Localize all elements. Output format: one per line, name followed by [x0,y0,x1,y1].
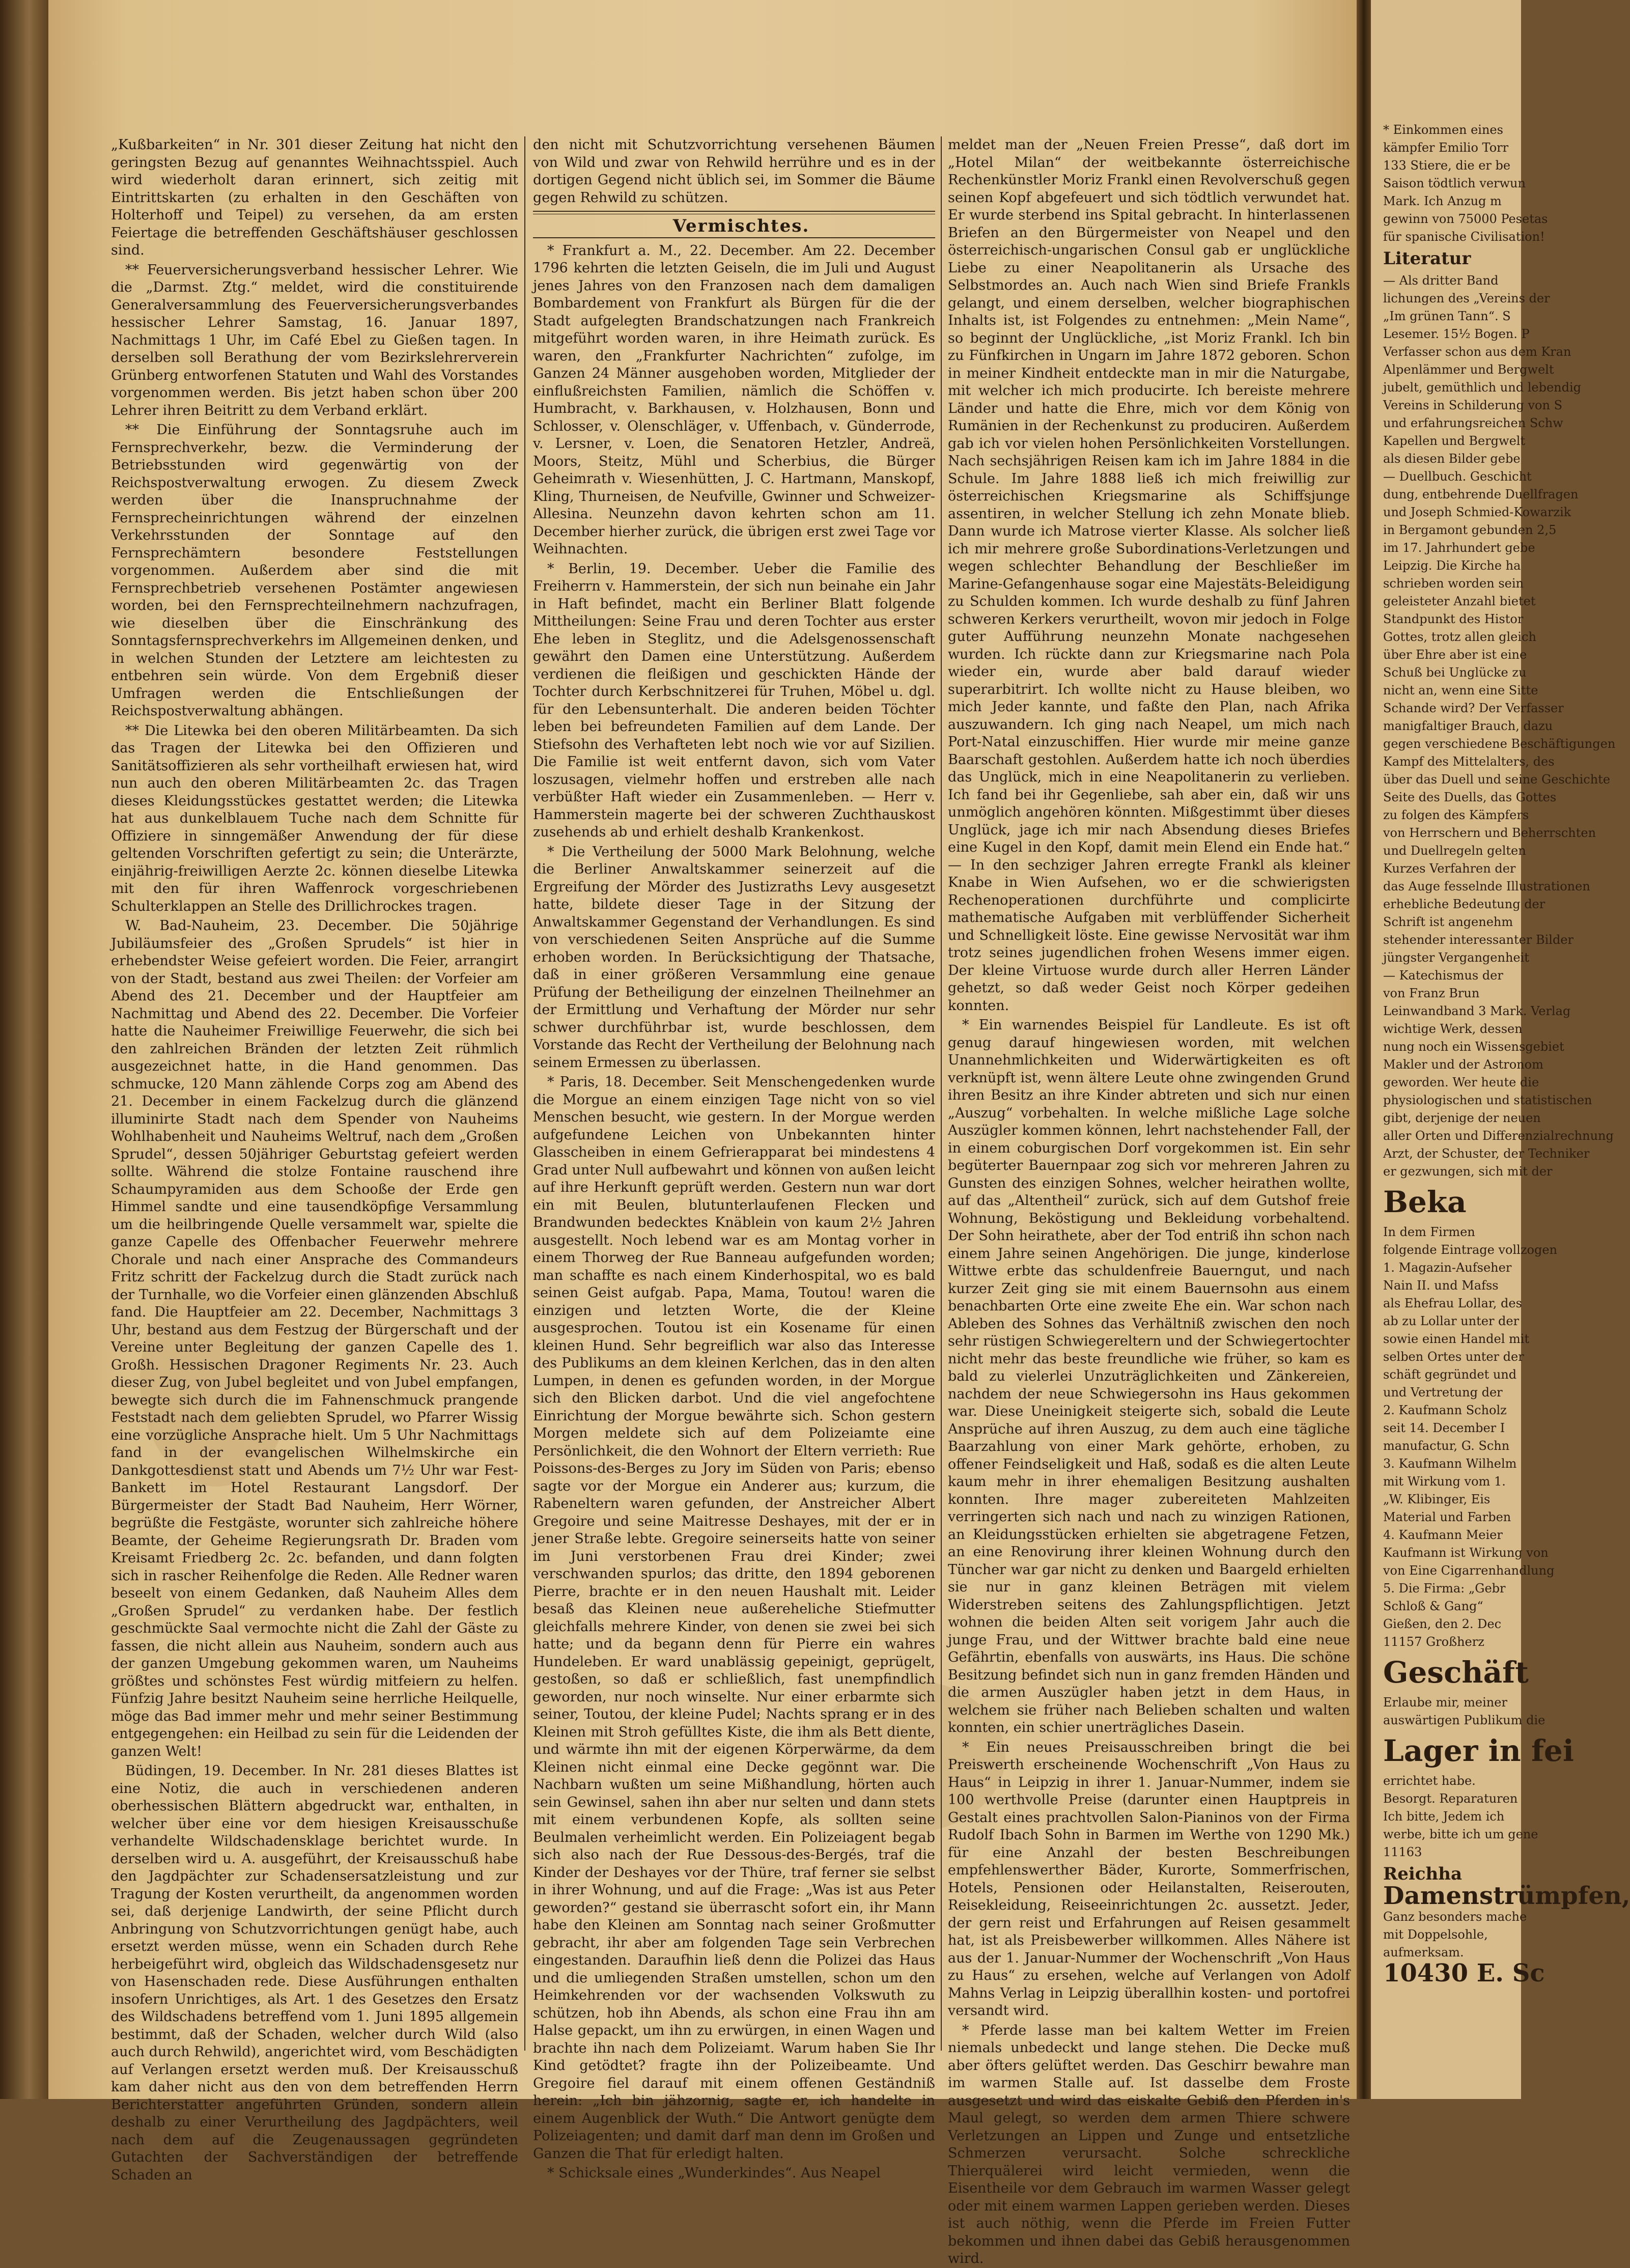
next-page-line: gegen verschiedene Beschäftigungen [1383,737,1616,751]
next-page-line: werbe, bitte ich um gene [1383,1827,1538,1841]
next-page-line: Ich bitte, Jedem ich [1383,1809,1505,1824]
next-page-line: 11163 [1383,1845,1422,1859]
page-gutter [1357,0,1371,2099]
next-page-line: Leinwandband 3 Mark. Verlag [1383,1004,1571,1018]
next-page-line: jubelt, gemüthlich und lebendig [1383,380,1582,395]
next-page-line: Kapellen und Bergwelt [1383,434,1526,448]
next-page-line: und Vertretung der [1383,1385,1503,1399]
section-heading: Vermischtes. [672,216,810,236]
next-page-line: in Bergamont gebunden 2,5 [1383,523,1557,537]
next-page-line: 11157 Großherz [1383,1635,1484,1649]
article-paragraph: * Die Vertheilung der 5000 Mark Belohnung, welche die Berliner Anwaltskammer seinerzeit auf die Ergreifung der Mörder des Justizraths Levy ausgesetzt hatte, bildete dieser Tage in der Sitzung der Anwaltskammer Gegenstand der Verhandlungen. Es sind von verschiedenen Seiten Ansprüche auf die Summe erhoben worden. In Berücksichtigung der Thatsache, daß in einer größeren Versammlung eine genaue Prüfung der Betheiligung der einzelnen Theilnehmer an der Ermittlung und Verhaftung der Mörder nur sehr schwer durchführbar ist, wurde beschlossen, dem Vorstande das Recht der Vertheilung der Belohnung nach seinem Ermessen zu überlassen. [533,844,935,1071]
next-page-line: Gottes, trotz allen gleich [1383,630,1536,644]
next-page-line: manigfaltiger Brauch, dazu [1383,719,1553,733]
article-paragraph: * Berlin, 19. December. Ueber die Familie des Freiherrn v. Hammerstein, der sich nun beinahe ein Jahr in Haft befindet, macht ein Berliner Blatt folgende Mittheilungen: Seine Frau und deren Tochter aus erster Ehe leben in Steglitz, und die Adelsgenossenschaft gewährt den Damen eine Unterstützung. Außerdem verdienen die fleißigen und geschickten Hände der Tochter durch Kerbschnitzerei für Truhen, Möbel u. dgl. für den Lebensunterhalt. Die anderen beiden Töchter leben bei befreundeten Familien auf dem Lande. Der Stiefsohn des Verhafteten lebt noch wie vor auf Sizilien. Die Familie ist weit entfernt davon, sich vom Vater loszusagen, vielmehr hoffen und erstreben alle nach verbüßter Haft wieder ein Zusammenleben. — Herr v. Hammerstein magerte bei der schweren Zuchthauskost zusehends ab und erhielt deshalb Krankenkost. [533,561,935,840]
article-paragraph: W. Bad-Nauheim, 23. December. Die 50jährige Jubiläumsfeier des „Großen Sprudels“ ist hier in erhebendster Weise gefeiert worden. Die Feier, arrangirt von der Stadt, bestand aus zwei Theilen: der Vorfeier am Abend des 21. December und der Hauptfeier am Nachmittag und Abend des 22. December. Die Vorfeier hatte die Nauheimer Freiwillige Feuerwehr, die sich bei den zahlreichen Bränden der letzten Zeit rühmlich ausgezeichnet hatte, in die Hand genommen. Das schmucke, 120 Mann zählende Corps zog am Abend des 21. December in einem Fackelzug durch die glänzend illuminirte Stadt nach dem Spender von Nauheims Wohlhabenheit und Nauheims Weltruf, nach dem „Großen Sprudel“, dessen 50jähriger Geburtstag gefeiert werden sollte. Während die stolze Fontaine rauschend ihre Schaumpyramiden aus dem Schooße der Erde gen Himmel sandte und eine tausendköpfige Versammlung um die heilbringende Quelle versammelt war, spielte die ganze Capelle des Offenbacher Feuerwehr mehrere Chorale und nach einer Ansprache des Commandeurs Fritz schritt der Fackelzug durch die Stadt zurück nach der Turnhalle, wo die Vorfeier einen glänzenden Abschluß fand. Die Hauptfeier am 22. December, Nachmittags 3 Uhr, bestand aus dem Festzug der Bürgerschaft und der Vereine unter Begleitung der ganzen Capelle des 1. Großh. Hessischen Dragoner Regiments Nr. 23. Auch dieser Zug, von Jubel begleitet und von Jubel empfangen, bewegte sich durch die im Fahnenschmuck prangende Feststadt nach dem geliebten Sprudel, wo Pfarrer Wissig eine vorzügliche Ansprache hielt. Um 5 Uhr Nachmittags fand in der evangelischen Wilhelmskirche ein Dankgottesdienst statt und Abends um 7½ Uhr war Fest-Bankett im Hotel Restaurant Langsdorf. Der Bürgermeister der Stadt Bad Nauheim, Herr Wörner, begrüßte die Festgäste, worunter sich zahlreiche höhere Beamte, der Geheime Regierungsrath Dr. Braden vom Kreisamt Friedberg 2c. 2c. befanden, und dann folgten sich in rascher Reihenfolge die Reden. Alle Redner waren beseelt von einem Gedanken, daß Nauheim Alles dem „Großen Sprudel“ zu verdanken habe. Der festlich geschmückte Saal vermochte nicht die Zahl der Gäste zu fassen, die nicht allein aus Nauheim, sondern auch aus der ganzen Umgebung gekommen waren, um Nauheims größtes und schönstes Fest würdig mitfeiern zu helfen. Fünfzig Jahre besitzt Nauheim seine herrliche Heilquelle, möge das Bad immer mehr und mehr seiner Bestimmung entgegengehen: ein Heilbad zu sein für die Leidenden der ganzen Welt! [111,918,518,1759]
next-page-line: Seite des Duells, das Gottes [1383,790,1557,804]
next-page-line: für spanische Civilisation! [1383,230,1545,244]
next-page-line: — Katechismus der [1383,968,1503,983]
next-page-line: aller Orten und Differenzialrechnung [1383,1129,1614,1143]
next-page-line: 1. Magazin-Aufseher [1383,1261,1512,1275]
next-page-line: 10430 E. Sc [1383,1959,1545,1987]
next-page-line: schäft gegründet und [1383,1367,1517,1382]
next-page-line: Arzt, der Schuster, der Techniker [1383,1146,1590,1161]
next-page-line: Geschäft [1383,1655,1529,1690]
next-page-line: seit 14. December I [1383,1421,1505,1435]
next-page-line: über das Duell und seine Geschichte [1383,772,1611,787]
next-page-line: schrieben worden sein [1383,576,1524,591]
next-page-line: erhebliche Bedeutung der [1383,897,1545,911]
next-page-line: Schande wird? Der Verfasser [1383,701,1564,715]
next-page-line: physiologischen und statistischen [1383,1093,1592,1107]
next-page-line: 3. Kaufmann Wilhelm [1383,1457,1517,1471]
next-page-line: * Einkommen eines [1383,123,1503,137]
next-page-text [1383,122,1630,1987]
next-page-line: auswärtigen Publikum die [1383,1713,1545,1727]
column-3 [948,136,1350,2266]
column-2-intro: den nicht mit Schutzvorrichtung versehenen Bäumen von Wild und zwar von Rehwild herrühre und es in der dortigen Gegend nicht üblich sei, im Sommer die Bäume gegen Rehwild zu schützen. [533,137,935,206]
article-paragraph: * Schicksale eines „Wunderkindes“. Aus Neapel [547,2165,881,2181]
next-page-line: Vereins in Schilderung von S [1383,398,1563,412]
next-page-line: jüngster Vergangenheit [1383,950,1529,965]
article-paragraph: meldet man der „Neuen Freien Presse“, daß dort im „Hotel Milan“ der weitbekannte österreichische Rechenkünstler Moriz Frankl einen Revolverschuß gegen seinen Kopf abgefeuert und sich tödtlich verwundet hat. Er wurde sterbend ins Spital gebracht. In hinterlassenen Briefen an den Bürgermeister von Neapel und den österreichisch-ungarischen Consul gab er unglückliche Liebe zu einer Neapolitanerin als Ursache des Selbstmordes an. Auch nach Wien sind Briefe Frankls gelangt, und einem derselben, welcher biographischen Inhalts ist, ist Folgendes zu entnehmen: „Mein Name“, so beginnt der Unglückliche, „ist Moriz Frankl. Ich bin zu Fünfkirchen in Ungarn im Jahre 1872 geboren. Schon in meiner Kindheit entdeckte man in mir die Naturgabe, mit welcher ich mich producirte. Ich bereiste mehrere Länder und hatte die Ehre, mich vor dem König von Rumänien in der Rechenkunst zu produciren. Außerdem gab ich vor vielen hohen Persönlichkeiten Vorstellungen. Nach sechsjährigen Reisen kam ich im Jahre 1884 in die Schule. Im Jahre 1888 ließ ich mich freiwillig zur österreichischen Kriegsmarine als Schiffsjunge assentiren, in welcher Stellung ich zehn Monate blieb. Dann wurde ich Matrose vierter Klasse. Als solcher ließ ich mir mehrere große Subordinations-Verletzungen und wegen schlechter Behandlung der Beschließer im Marine-Gefangenhause sogar eine Majestäts-Beleidigung zu Schulden kommen. Ich wurde deshalb zu fünf Jahren schweren Kerkers verurtheilt, wovon mir jedoch in Folge guter Aufführung neunzehn Monate nachgesehen wurden. Ich rückte dann zur Kriegsmarine nach Pola wieder ein, wurde aber bald darauf wieder superarbitrirt. Ich wollte nicht zu Hause bleiben, wo mich Jeder kannte, und faßte den Plan, nach Afrika auszuwandern. Ich ging nach Neapel, um mich nach Port-Natal einzuschiffen. Hier wurde mir meine ganze Baarschaft gestohlen. Außerdem hatte ich noch überdies das Unglück, mich in eine Neapolitanerin zu verlieben. Ich fand bei ihr Gegenliebe, sah aber ein, daß wir uns unmöglich angehören könnten. Mißgestimmt über dieses Unglück, jage ich mir nach Absendung dieses Briefes eine Kugel in den Kopf, damit mein Elend ein Ende hat.“ — In den sechziger Jahren erregte Frankl als kleiner Knabe in Wien Aufsehen, wo er die schwierigsten Rechenoperationen durchführte und complicirte mathematische Aufgaben mit verblüffender Sicherheit und Schnelligkeit löste. Eine gewisse Nervosität war ihm trotz seines jugendlichen frohen Wesens immer eigen. Der kleine Virtuose wurde durch aller Herren Länder gehetzt, so daß weder Geist noch Körper gedeihen konnten. [948,137,1350,1014]
next-page-line: sowie einen Handel mit [1383,1332,1530,1346]
next-page-line: dung, entbehrende Duellfragen [1383,487,1579,501]
next-page-line: von Eine Cigarrenhandlung [1383,1563,1555,1578]
article-paragraph: * Frankfurt a. M., 22. December. Am 22. December 1796 kehrten die letzten Geiseln, die im Juli und August jenes Jahres von den Franzosen nach dem damaligen Bombardement von Frankfurt als Bürgen für die der Stadt aufgelegten Brandschatzungen nach Frankreich mitgeführt worden waren, in ihre Heimath zurück. Es waren, den „Frankfurter Nachrichten“ zufolge, im Ganzen 24 Männer ausgehoben worden, Mitglieder der einflußreichsten Familien, nämlich die Schöffen v. Humbracht, v. Barkhausen, v. Holzhausen, Bonn und Schlosser, v. Olenschläger, v. Uffenbach, v. Günderrode, v. Lersner, v. Loen, die Senatoren Hetzler, Andreä, Moors, Steitz, Mühl und Scherbius, die Bürger Geheimrath v. Wiesenhütten, J. C. Hartmann, Manskopf, Kling, Thurneisen, de Neufville, Gwinner und Schweizer-Allesina. Neunzehn davon kehrten schon am 11. December hierher zurück, die übrigen erst zwei Tage vor Weihnachten. [533,242,935,557]
article-paragraph: * Ein warnendes Beispiel für Landleute. Es ist oft genug darauf hingewiesen worden, mit welchen Unannehmlichkeiten und Widerwärtigkeiten es oft verknüpft ist, wenn ältere Leute ohne zwingenden Grund ihren Besitz an ihre Kinder abtreten und sich nur einen „Auszug“ vorbehalten. In welche mißliche Lage solche Auszügler kommen können, lehrt nachstehender Fall, der in einem coburgischen Dorf vorgekommen ist. Ein sehr begüterter Bauernpaar zog sich vor mehreren Jahren zu Gunsten des einzigen Sohnes, welcher heirathen wollte, auf das „Altentheil“ zurück, sich auf dem Gutshof freie Wohnung, Beköstigung und Bekleidung vorbehaltend. Der Sohn heirathete, aber der Tod entriß ihn schon nach einem Jahre seinen Angehörigen. Die junge, kinderlose Wittwe erbte das schuldenfreie Bauerngut, und nach kurzer Zeit ging sie mit einem Bauernsohn aus einem benachbarten Orte eine zweite Ehe ein. War schon nach Ableben des Sohnes das Verhältniß zwischen den noch sehr rüstigen Schwiegereltern und der Schwiegertochter nicht mehr das beste freundliche wie früher, so kam es bald zu vielerlei Unzuträglichkeiten und Zänkereien, nachdem der neue Schwiegersohn ins Haus gekommen war. Diese Uneinigkeit steigerte sich, sobald die Leute Ansprüche auf ihren Auszug, zu dem auch eine tägliche Baarzahlung von einer Mark gehörte, erhoben, zu offener Feindseligkeit und Haß, sodaß es die alten Leute kaum mehr in ihrer ehemaligen Besitzung aushalten konnten. Ihre mager zubereiteten Mahlzeiten verringerten sich nach und nach zu winzigen Rationen, an Kleidungsstücken erhielten sie abgetragene Fetzen, an eine Renovirung ihrer kleinen Wohnung durch den Tüncher war gar nicht zu denken und Baargeld erhielten sie nur in ganz kleinen Beträgen mit vielem Widerstreben seitens des Zahlungspflichtigen. Jetzt wohnen die beiden Alten seit vorigem Jahr auch die junge Frau, und der Wittwer brachte bald eine neue Gefährtin, ebenfalls von auswärts, ins Haus. Die schöne Besitzung befindet sich nun in ganz fremden Händen und die armen Auszügler haben jetzt in dem Haus, in welchem sie früher nach Belieben schalten und walten konnten, ein schier unerträgliches Dasein. [948,1017,1350,1735]
next-page-line: über Ehre aber ist eine [1383,648,1527,662]
next-page-line: mit Doppelsohle, [1383,1927,1488,1942]
next-page-line: In dem Firmen [1383,1225,1475,1239]
next-page-edge [1371,0,1630,2099]
article-paragraph: „Kußbarkeiten“ in Nr. 301 dieser Zeitung hat nicht den geringsten Bezug auf genanntes Weihnachtsspiel. Auch wird wiederholt daran erinnert, sich zeitig mit Eintrittskarten (zu erhalten in den Geschäften von Holterhoff und Teipel) zu versehen, da am ersten Feiertage die betreffenden Geschäftshäuser geschlossen sind. [111,137,518,258]
next-page-line: Reichha [1383,1864,1462,1884]
next-page-line: er gezwungen, sich mit der [1383,1164,1553,1179]
next-page-line: Beka [1383,1185,1467,1219]
next-page-line: Kurzes Verfahren der [1383,861,1516,876]
next-page-line: „Im grünen Tann“. S [1383,309,1511,323]
next-page-line: „W. Klibinger, Eis [1383,1492,1491,1506]
next-page-line: 5. Die Firma: „Gebr [1383,1581,1506,1595]
next-page-line: und Joseph Schmied-Kowarzik [1383,505,1571,519]
next-page-line: als Ehefrau Lollar, des [1383,1296,1522,1310]
next-page-line: errichtet habe. [1383,1774,1476,1788]
next-page-line: Saison tödtlich verwun [1383,176,1526,190]
next-page-line: 133 Stiere, die er be [1383,158,1511,173]
next-page-line: Erlaube mir, meiner [1383,1695,1507,1710]
next-page-line: — Als dritter Band [1383,273,1499,288]
next-page-line: als diesen Bilder gebe [1383,452,1521,466]
article-paragraph: * Ein neues Preisausschreiben bringt die bei Preiswerth erscheinende Wochenschrift „Von Haus zu Haus“ in Leipzig in ihrer 1. Januar-Nummer, indem sie 100 werthvolle Preise (darunter einen Hauptpreis in Gestalt eines prachtvollen Salon-Pianinos von der Firma Rudolf Ibach Sohn in Barmen im Werthe von 1290 Mk.) für eine Anzahl der besten Beschreibungen empfehlenswerther Bäder, Kurorte, Sommerfrischen, Hotels, Pensionen oder Heilanstalten, Reiserouten, Reisekleidung, Reiseeinrichtungen 2c. aussetzt. Jeder, der gern reist und Erfahrungen auf Reisen gesammelt hat, ist als Preisbewerber willkommen. Alles Nähere ist aus der 1. Januar-Nummer der Wochenschrift „Von Haus zu Haus“ zu ersehen, welche auf Verlangen von Adolf Mahns Verlag in Leipzig überallhin kosten- und portofrei versandt wird. [948,1739,1350,2019]
next-page-line: geworden. Wer heute die [1383,1075,1539,1089]
next-page-line: geleisteter Anzahl bietet [1383,594,1536,608]
next-page-line: ab zu Lollar unter der [1383,1314,1520,1328]
next-page-line: aufmerksam. [1383,1945,1464,1959]
next-page-line: manufactur, G. Schn [1383,1439,1510,1453]
next-page-line: Kampf des Mittelalters, des [1383,754,1555,769]
next-page-line: Leipzig. Die Kirche ha [1383,558,1521,573]
next-page-line: kämpfer Emilio Torr [1383,141,1509,155]
next-page-line: und Duellregeln gelten [1383,844,1526,858]
article-paragraph: ** Feuerversicherungsverband hessischer Lehrer. Wie die „Darmst. Ztg.“ meldet, wird die constituirende Generalversammlung des Feuerversicherungsverbandes hessischer Lehrer Samstag, 16. Januar 1897, Nachmittags 1 Uhr, im Café Ebel zu Gießen tagen. In derselben soll Berathung der vom Bezirkslehrerverein Grünberg entworfenen Statuten und Wahl des Vorstandes vorgenommen werden. Bis jetzt haben schon über 200 Lehrer ihren Beitritt zu dem Verband erklärt. [111,262,518,418]
article-paragraph: ** Die Litewka bei den oberen Militärbeamten. Da sich das Tragen der Litewka bei den Offizieren und Sanitätsoffizieren als sehr vortheilhaft erwiesen hat, wird nun auch den oberen Militärbeamten 2c. das Tragen dieses Kleidungsstückes gestattet werden; die Litewka hat aus dunkelblauem Tuche nach dem Schnitte für Offiziere in sinngemäßer Anwendung der für diese geltenden Vorschriften gefertigt zu sein; die Unterärzte, einjährig-freiwilligen Aerzte 2c. können dieselbe Litewka mit den für ihren Waffenrock vorgeschriebenen Schulterklappen an Stelle des Drillichrockes tragen. [111,722,518,914]
article-paragraph: ** Die Einführung der Sonntagsruhe auch im Fernsprechverkehr, bezw. die Verminderung der Betriebsstunden wird gegenwärtig von der Reichspostverwaltung erwogen. Zu diesem Zweck werden über die Inanspruchnahme der Fernsprecheinrichtungen während der einzelnen Verkehrsstunden der Sonntage auf den Fernsprechämtern besondere Feststellungen vorgenommen. Außerdem aber sind die mit Fernsprechbetrieb versehenen Postämter angewiesen worden, bei den Fernsprechteilnehmern nachzufragen, wie dieselben über die Einschränkung des Sonntagsfernsprechverkehrs im Allgemeinen denken, und in welchen Stunden der Letztere am leichtesten zu entbehren sein würde. Von dem Ergebniß dieser Umfragen werden die Entschließungen der Reichspostverwaltung abhängen. [111,422,518,719]
next-page-line: von Herrschern und Beherrschten [1383,826,1596,840]
next-page-line: — Duellbuch. Geschicht [1383,469,1532,484]
next-page-line: Alpenlämmer und Bergwelt [1383,362,1554,377]
next-page-line: Damenstrümpfen, [1383,1882,1630,1910]
column-rule-1 [524,136,525,2051]
next-page-line: Verfasser schon aus dem Kran [1383,345,1571,359]
next-page-line: Nain II. und Mafss [1383,1278,1499,1293]
next-page-line: gewinn von 75000 Pesetas [1383,212,1548,226]
next-page-line: das Auge fesselnde Illustrationen [1383,879,1590,893]
next-page-line: Makler und der Astronom [1383,1057,1543,1072]
next-page-line: Besorgt. Reparaturen [1383,1791,1518,1806]
next-page-line: mit Wirkung vom 1. [1383,1474,1506,1489]
next-page-line: zu folgen des Kämpfers [1383,808,1529,822]
next-page-line: im 17. Jahrhundert gebe [1383,541,1535,555]
column-2 [533,136,935,2181]
next-page-line: selben Ortes unter der [1383,1350,1524,1364]
next-page-line: lichungen des „Vereins der [1383,291,1550,305]
article-paragraph: * Pferde lasse man bei kaltem Wetter im Freien niemals unbedeckt und lange stehen. Die Decke muß aber öfters gelüftet werden. Das Geschirr bewahre man im warmen Stalle auf. Ist dasselbe dem Froste ausgesetzt und wird das eiskalte Gebiß den Pferden in's Maul gelegt, so werden dem armen Thiere schwere Verletzungen an Lippen und Zunge und entsetzliche Schmerzen verursacht. Solche schreckliche Thierquälerei wird leicht vermieden, wenn die Eisentheile vor dem Gebrauch im warmen Wasser gelegt oder mit einem warmen Lappen gerieben werden. Dieses ist auch nöthig, wenn die Pferde im Freien Futter bekommen und ihnen dabei das Gebiß herausgenommen wird. [948,2022,1350,2266]
article-paragraph: Büdingen, 19. December. In Nr. 281 dieses Blattes ist eine Notiz, die auch in verschiedenen anderen oberhessischen Blättern abgedruckt war, enthalten, in welcher über eine vor dem hiesigen Kreisausschuße verhandelte Wildschadensklage berichtet wurde. In derselben wird u. A. ausgeführt, der Kreisausschuß habe den Jagdpächter zur Schadensersatzleistung und zur Tragung der Kosten verurtheilt, da angenommen worden sei, daß derjenige Landwirth, der seine Pflicht durch Anbringung von Schutzvorrichtungen genügt habe, auch ersetzt werden müsse, wenn ein Schaden durch Rehe herbeigeführt wird, obgleich das Wildschadensgesetz nur von Hasenschaden rede. Diese Ausführungen enthalten insofern Unrichtiges, als Art. 1 des Gesetzes den Ersatz des Wildschadens betreffend vom 1. Juni 1895 allgemein bestimmt, daß der Schaden, welcher durch Wild (also auch durch Rehwild), angerichtet wird, vom Beschädigten auf Verlangen ersetzt werden muß. Der Kreisausschuß kam daher nicht aus den von dem betreffenden Herrn Berichterstatter angeführten Gründen, sondern allein deshalb zu einer Verurtheilung des Jagdpächters, weil nach dem auf die Zeugenaussagen gegründeten Gutachten der Sachverständigen der betreffende Schaden an [111,1763,518,2183]
next-page-line: Ganz besonders mache [1383,1910,1527,1924]
next-page-line: und erfahrungsreichen Schw [1383,416,1563,430]
next-page-line: folgende Eintrage vollzogen [1383,1243,1557,1257]
article-paragraph: * Paris, 18. December. Seit Menschengedenken wurde die Morgue an einem einzigen Tage nicht von so viel Menschen besucht, wie gestern. In der Morgue werden aufgefundene Leichen von Unbekannten hinter Glasscheiben in einem Gefrierapparat bei mindestens 4 Grad unter Null aufbewahrt und können von außen leicht auf ihre Herkunft geprüft werden. Gestern nun war dort ein mit Beulen, blutunterlaufenen Flecken und Brandwunden bedecktes Knäblein von kaum 2½ Jahren ausgestellt. Noch lebend war es am Montag vorher in einem Thorweg der Rue Banneau aufgefunden worden; man schaffte es nach einem Kinderhospital, wo es bald seinen Geist aufgab. Papa, Mama, Toutou! waren die einzigen und letzten Worte, die der Kleine ausgesprochen. Toutou ist ein Kosename für einen kleinen Hund. Sehr begreiflich war also das Interesse des Publikums an dem kleinen Kerlchen, das in den alten Lumpen, in denen es gefunden worden, in der Morgue sich den Blicken darbot. Und die viel angefochtene Einrichtung der Morgue bewährte sich. Schon gestern Morgen meldete sich auf dem Polizeiamte eine Persönlichkeit, die den Wohnort der Eltern verrieth: Rue Poissons-des-Berges zu Jory im Süden von Paris; ebenso sagte vor der Morgue ein Anderer aus; kurzum, die Rabeneltern waren gefunden, der Anstreicher Albert Gregoire und seine Maitresse Deshayes, mit der er in jener Straße lebte. Gregoire seinerseits hatte von seiner im Juni verstorbenen Frau drei Kinder; zwei verschwanden spurlos; das dritte, den 1894 geborenen Pierre, brachte er in den neuen Haushalt mit. Leider besaß das Kleinen neue außereheliche Stiefmutter gleichfalls mehrere Kinder, von denen sie zwei bei sich hatte; und da begann denn für Pierre ein wahres Hundeleben. Er ward unablässig gepeinigt, geprügelt, gestoßen, so daß er schließlich, fast unempfindlich geworden, nur noch winselte. Nur einer erbarmte sich seiner, Toutou, der kleine Pudel; Nachts sprang er in des Kleinen mit Stroh gefülltes Kiste, die ihm als Bett diente, und wärmte ihn mit der eigenen Körperwärme, da dem Kleinen nicht einmal eine Decke gegönnt war. Die Nachbarn wußten um seine Mißhandlung, hörten auch sein Gewinsel, sahen ihn aber nur selten und dann stets mit einem verbundenen Kopfe, als sollten seine Beulmalen verheimlicht werden. Ein Polizeiagent begab sich also nach der Rue Dessous-des-Bergés, traf die Kinder der Deshayes vor der Thüre, traf ferner sie selbst in ihrer Wohnung, und auf die Frage: „Was ist aus Peter geworden?“ gestand sie überrascht sofort ein, ihr Mann habe den Kleinen am Sonntag nach seiner Großmutter gebracht, ihr aber am folgenden Tage sein Verbrechen eingestanden. Daraufhin ließ denn die Polizei das Haus und die umliegenden Straßen umstellen, schon um den Heimkehrenden vor der wachsenden Volkswuth zu schützen, hob ihn Abends, als schon eine Frau ihn am Halse gepackt, um ihn zu erwürgen, in einen Wagen und brachte ihn nach dem Polizeiamt. Warum haben Sie Ihr Kind getödtet? fragte ihn der Polizeibeamte. Und Gregoire fiel darauf mit einem offenen Geständniß herein: „Ich bin jähzornig, sagte er, ich handelte in einem Augenblick der Wuth.“ Die Antwort genügte dem Polizeiagenten; und damit darf man denn im Großen und Ganzen die That für erledigt halten. [533,1074,935,2162]
column-1 [111,136,518,2183]
next-page-line: 2. Kaufmann Scholz [1383,1403,1507,1417]
next-page-line: nicht an, wenn eine Sitte [1383,683,1538,697]
next-page-line: Gießen, den 2. Dec [1383,1617,1502,1631]
next-page-line: Standpunkt des Histor [1383,612,1524,626]
next-page-line: Schloß & Gang“ [1383,1599,1483,1613]
next-page-line: Schrift ist angenehm [1383,915,1513,929]
next-page-line: von Franz Brun [1383,986,1480,1000]
next-page-line: Lager in fei [1383,1733,1574,1768]
next-page-line: gibt, derjenige der neuen [1383,1111,1541,1125]
next-page-line: Literatur [1383,248,1471,269]
next-page-line: Lesemer. 15½ Bogen. P [1383,327,1530,341]
book-binding [0,0,48,2099]
next-page-line: Mark. Ich Anzug m [1383,194,1502,208]
next-page-line: Schuß bei Unglücke zu [1383,665,1527,680]
next-page-line: stehender interessanter Bilder [1383,933,1573,947]
next-page-line: Kaufmann ist Wirkung von [1383,1546,1549,1560]
column-rule-2 [941,136,942,2051]
next-page-line: 4. Kaufmann Meier [1383,1528,1503,1542]
column-2-articles [533,242,935,2182]
next-page-line: wichtige Werk, dessen [1383,1022,1523,1036]
next-page-line: Material und Farben [1383,1510,1511,1524]
next-page-line: nung noch ein Wissensgebiet [1383,1040,1564,1054]
